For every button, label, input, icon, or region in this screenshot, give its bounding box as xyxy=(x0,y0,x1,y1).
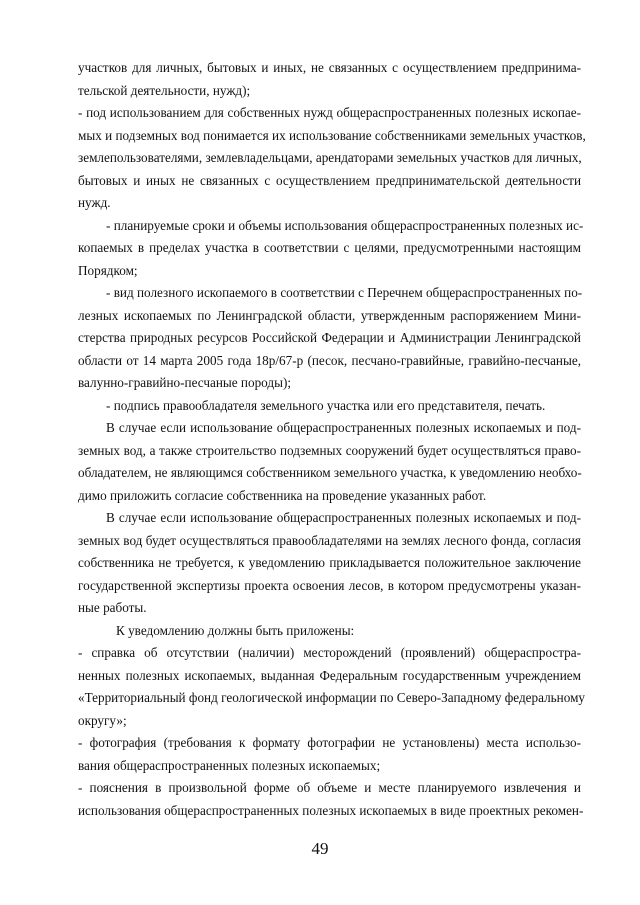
paragraph xyxy=(78,507,581,620)
paragraph xyxy=(78,642,586,732)
paragraph xyxy=(78,57,581,102)
paragraph xyxy=(78,215,584,283)
body-text xyxy=(78,57,586,822)
text-line: - планируемые сроки и объемы использования общераспространенных полезных ис- xyxy=(106,217,584,233)
text-line: валунно-гравийно-песчаные породы); xyxy=(78,375,292,390)
text-line: участков для личных, бытовых и иных, не связанных с осуществлением предпринима- xyxy=(78,60,581,75)
text-line: - вид полезного ископаемого в соответствии с Перечнем общераспространенных по- xyxy=(106,285,583,300)
text-line: земных вод будет осуществляться правообладателями на землях лесного фонда, согласия xyxy=(78,532,581,548)
paragraph xyxy=(78,732,581,777)
text-line: обладателем, не являющимся собственником земельного участка, к уведомлению необхо- xyxy=(78,465,582,480)
text-line: - пояснения в произвольной форме об объеме и месте планируемого извлечения и xyxy=(78,780,581,795)
paragraph xyxy=(78,395,581,418)
text-line: ненных полезных ископаемых, выданная Федеральным государственным учреждением xyxy=(78,667,581,683)
text-line: «Территориальный фонд геологической информации по Северо-Западному федеральному xyxy=(78,690,586,705)
text-line: округу»; xyxy=(78,712,127,728)
text-line: В случае если использование общераспространенных полезных ископаемых и под- xyxy=(106,510,581,525)
paragraph xyxy=(78,102,586,215)
text-line: нужд. xyxy=(78,195,111,210)
text-line: использования общераспространенных полезных ископаемых в виде проектных рекомен- xyxy=(78,802,584,818)
text-line: вания общераспространенных полезных ископаемых; xyxy=(78,757,381,773)
text-line: - фотография (требования к формату фотографии не установлены) места использо- xyxy=(78,735,581,750)
text-line: собственника не требуется, к уведомлению прикладывается положительное заключение xyxy=(78,555,581,570)
text-line: земных вод, а также строительство подземных сооружений будет осуществляться право- xyxy=(78,442,581,458)
paragraph xyxy=(78,282,581,395)
text-line: В случае если использование общераспространенных полезных ископаемых и под- xyxy=(106,420,581,435)
page-number: 49 xyxy=(311,839,329,858)
text-line: димо приложить согласие собственника на проведение указанных работ. xyxy=(78,487,487,503)
text-line: мых и подземных вод понимается их использование собственниками земельных участков, xyxy=(78,127,586,143)
text-line: - под использованием для собственных нужд общераспространенных полезных ископае- xyxy=(78,105,581,120)
text-line: области от 14 марта 2005 года 18р/67-р (песок, песчано-гравийные, гравийно-песчаные, xyxy=(78,352,581,368)
text-line: - справка об отсутствии (наличии) месторождений (проявлений) общераспростра- xyxy=(78,645,581,660)
text-line: землепользователями, землевладельцами, арендаторами земельных участков для личных, xyxy=(78,150,582,165)
text-line: Порядком; xyxy=(78,262,138,278)
text-line: лезных ископаемых по Ленинградской области, утвержденным распоряжением Мини- xyxy=(78,307,581,323)
paragraph xyxy=(78,620,581,643)
text-line: копаемых в пределах участка в соответствии с целями, предусмотренными настоящим xyxy=(78,240,581,255)
text-line: К уведомлению должны быть приложены: xyxy=(116,622,355,638)
text-line: стерства природных ресурсов Российской Федерации и Администрации Ленинградской xyxy=(78,330,581,345)
text-line: тельской деятельности, нужд); xyxy=(78,82,251,98)
paragraph xyxy=(78,417,581,507)
text-line: государственной экспертизы проекта освоения лесов, в котором предусмотрены указан- xyxy=(78,577,581,593)
text-line: ные работы. xyxy=(78,600,147,615)
text-line: - подпись правообладателя земельного участка или его представителя, печать. xyxy=(106,397,546,413)
paragraph xyxy=(78,777,584,822)
text-line: бытовых и иных не связанных с осуществлением предпринимательской деятельности xyxy=(78,172,581,188)
